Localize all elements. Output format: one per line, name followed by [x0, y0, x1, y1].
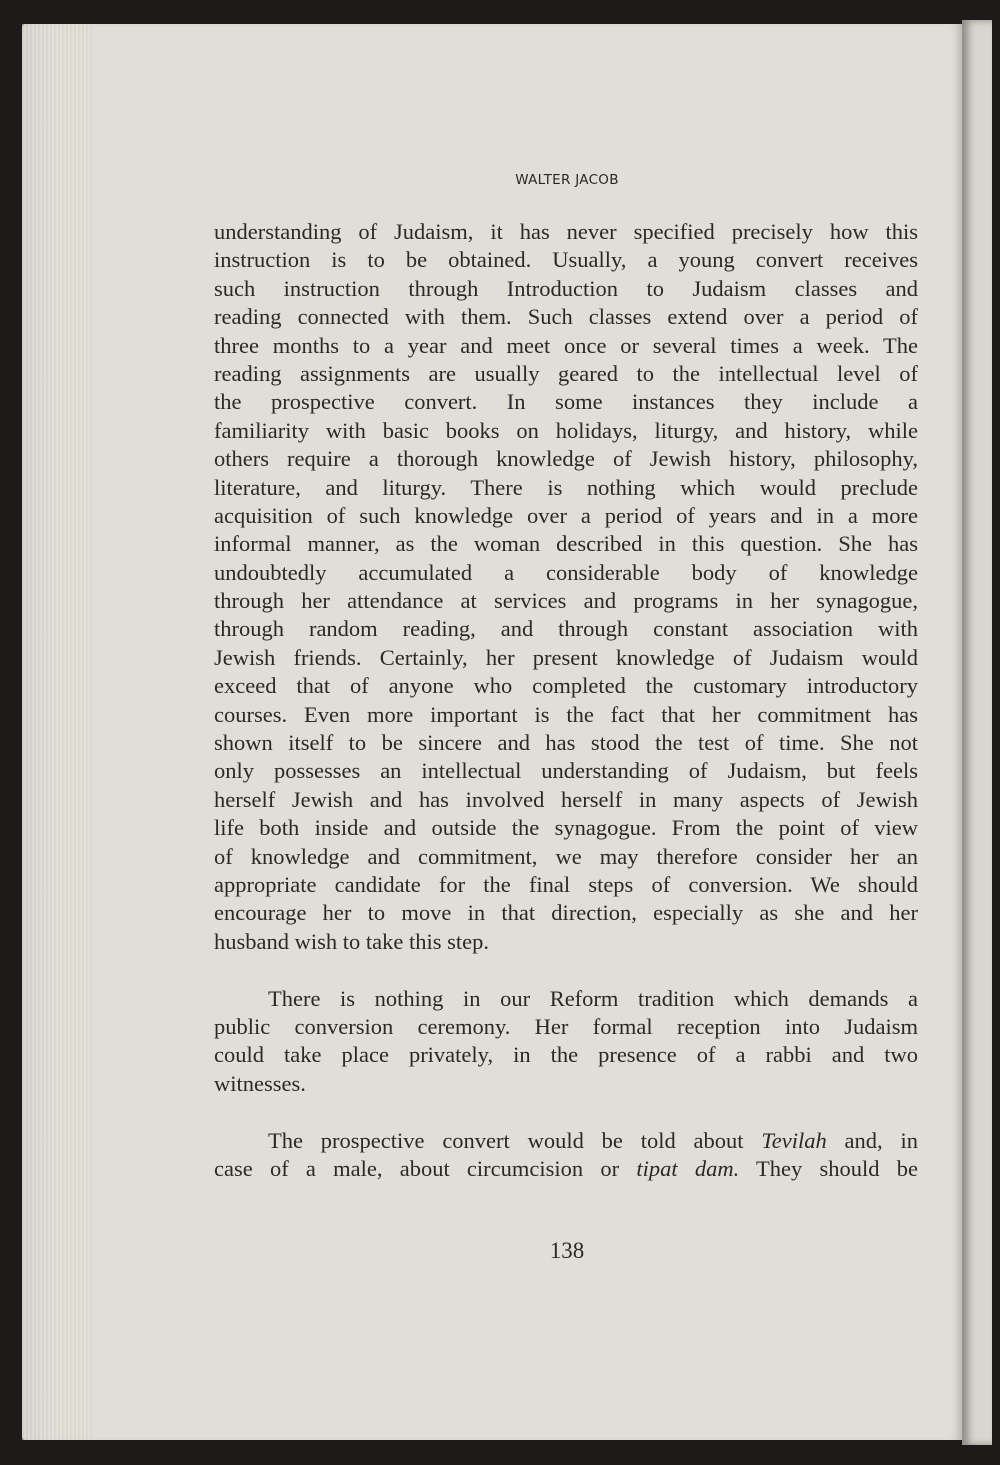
italic-term: Tevilah — [761, 1127, 827, 1153]
text-line: literature, and liturgy. There is nothing which would preclude — [214, 474, 918, 500]
text-span: case of a male, about circumcision or — [214, 1155, 637, 1181]
text-span: and, in — [826, 1127, 918, 1153]
text-line: familiarity with basic books on holidays, liturgy, and history, while — [214, 417, 918, 443]
italic-term: tipat dam. — [636, 1155, 740, 1181]
text-line: could take place privately, in the presence of a rabbi and two — [214, 1042, 918, 1068]
text-line: exceed that of anyone who completed the customary introductory — [214, 673, 918, 699]
text-line: only possesses an intellectual understanding of Judaism, but feels — [214, 758, 918, 784]
text-line — [214, 1155, 918, 1183]
paragraph-1 — [214, 218, 918, 956]
text-line: of knowledge and commitment, we may therefore consider her an — [214, 843, 918, 869]
text-line — [214, 1127, 918, 1155]
text-line: public conversion ceremony. Her formal reception into Judaism — [214, 1013, 918, 1039]
paragraph-2 — [214, 985, 918, 1099]
text-line: shown itself to be sincere and has stood the test of time. She not — [214, 730, 918, 756]
paragraph-3 — [214, 1127, 918, 1184]
text-line: through random reading, and through constant association with — [214, 616, 918, 642]
text-line: undoubtedly accumulated a considerable body of knowledge — [214, 559, 918, 585]
page-edges — [22, 24, 92, 1440]
adjacent-page-edge — [962, 20, 992, 1445]
text-line: appropriate candidate for the final steps of conversion. We should — [214, 871, 918, 897]
text-line: the prospective convert. In some instances they include a — [214, 389, 918, 415]
text-line: acquisition of such knowledge over a period of years and in a more — [214, 502, 918, 528]
text-line: life both inside and outside the synagogue. From the point of view — [214, 815, 918, 841]
text-line: husband wish to take this step. — [214, 928, 489, 954]
text-line: encourage her to move in that direction, especially as she and her — [214, 900, 918, 926]
text-line: courses. Even more important is the fact that her commitment has — [214, 701, 918, 727]
text-line: reading connected with them. Such classes extend over a period of — [214, 304, 918, 330]
text-line: three months to a year and meet once or several times a week. The — [214, 332, 918, 358]
body-text — [214, 218, 918, 1183]
text-line: others require a thorough knowledge of Jewish history, philosophy, — [214, 446, 918, 472]
text-line: herself Jewish and has involved herself in many aspects of Jewish — [214, 786, 918, 812]
text-line: such instruction through Introduction to Judaism classes and — [214, 275, 918, 301]
text-span: They should be — [739, 1155, 918, 1181]
text-span: The prospective convert would be told about — [268, 1127, 762, 1153]
running-header: WALTER JACOB — [515, 172, 619, 188]
text-line: understanding of Judaism, it has never specified precisely how this — [214, 219, 918, 244]
text-line: Jewish friends. Certainly, her present knowledge of Judaism would — [214, 644, 918, 670]
text-line: witnesses. — [214, 1070, 306, 1096]
text-line: instruction is to be obtained. Usually, a young convert receives — [214, 247, 918, 273]
text-line: informal manner, as the woman described in this question. She has — [214, 531, 918, 557]
page-number: 138 — [549, 1238, 585, 1263]
text-line: There is nothing in our Reform tradition which demands a — [268, 985, 918, 1011]
text-line: reading assignments are usually geared to the intellectual level of — [214, 360, 918, 386]
text-line: through her attendance at services and programs in her synagogue, — [214, 588, 918, 614]
